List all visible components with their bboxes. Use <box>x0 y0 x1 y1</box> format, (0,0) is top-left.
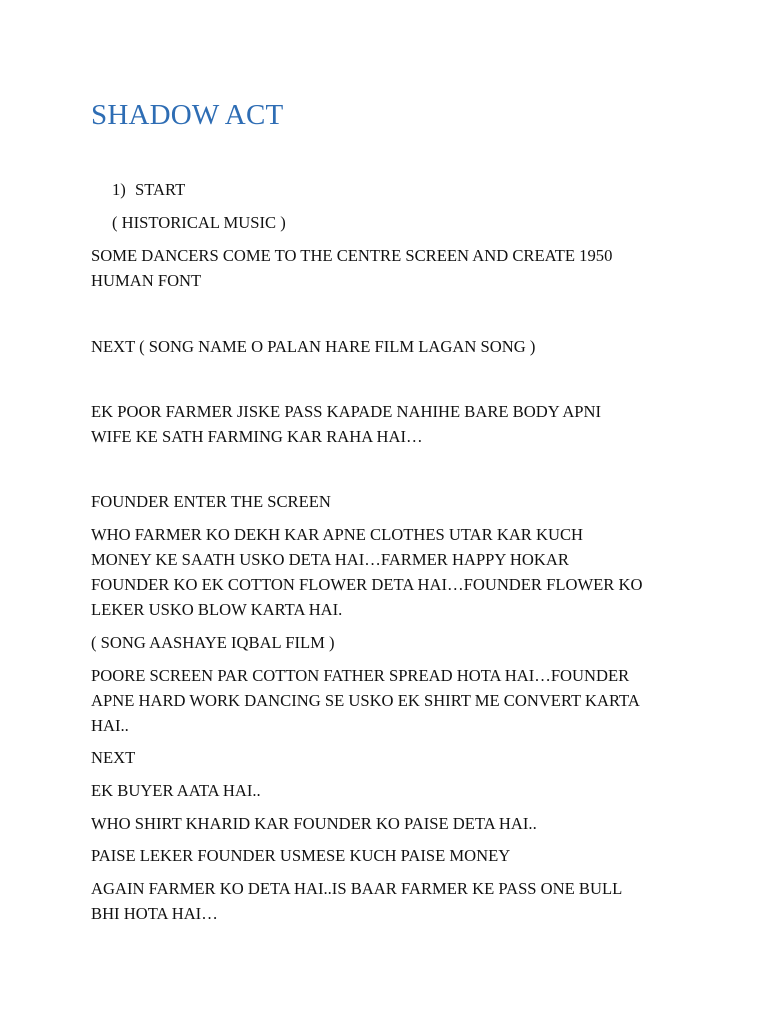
paragraph-shirt-kharid <box>91 811 691 836</box>
paragraph-line: EK BUYER AATA HAI.. <box>91 781 261 800</box>
paragraph-line: MONEY KE SAATH USKO DETA HAI…FARMER HAPPY HOKAR <box>91 550 569 569</box>
paragraph-line: FOUNDER ENTER THE SCREEN <box>91 492 331 511</box>
paragraph-line: NEXT <box>91 748 136 767</box>
paragraph-paise-leker <box>91 843 691 868</box>
list-item-text: START <box>135 180 186 199</box>
paragraph-line: ( HISTORICAL MUSIC ) <box>112 213 286 232</box>
list-item-number: 1) <box>112 180 126 199</box>
paragraph-next-song <box>91 334 691 359</box>
paragraph-line: WHO FARMER KO DEKH KAR APNE CLOTHES UTAR KAR KUCH <box>91 525 584 544</box>
paragraph-cotton-spread <box>91 663 691 738</box>
paragraph-farmer-clothes <box>91 522 691 622</box>
paragraph-line: FOUNDER KO EK COTTON FLOWER DETA HAI…FOUNDER FLOWER KO <box>91 575 643 594</box>
paragraph-line: WHO SHIRT KHARID KAR FOUNDER KO PAISE DETA HAI.. <box>91 814 537 833</box>
paragraph-next <box>91 745 691 770</box>
paragraph-line: PAISE LEKER FOUNDER USMESE KUCH PAISE MONEY <box>91 846 511 865</box>
paragraph-line: AGAIN FARMER KO DETA HAI..IS BAAR FARMER KE PASS ONE BULL <box>91 879 623 898</box>
paragraph-line: LEKER USKO BLOW KARTA HAI. <box>91 600 343 619</box>
paragraph-line: NEXT ( SONG NAME O PALAN HARE FILM LAGAN SONG ) <box>91 337 536 356</box>
paragraph-line: HAI.. <box>91 716 129 735</box>
paragraph-line: HUMAN FONT <box>91 271 202 290</box>
paragraph-line: APNE HARD WORK DANCING SE USKO EK SHIRT ME CONVERT KARTA <box>91 691 640 710</box>
paragraph-line: POORE SCREEN PAR COTTON FATHER SPREAD HOTA HAI…FOUNDER <box>91 666 630 685</box>
paragraph-song-aashaye <box>91 630 691 655</box>
paragraph-founder-enter <box>91 489 691 514</box>
document-title: SHADOW ACT <box>91 99 284 131</box>
paragraph-dancers <box>91 243 691 293</box>
paragraph-line: EK POOR FARMER JISKE PASS KAPADE NAHIHE BARE BODY APNI <box>91 402 602 421</box>
paragraph-line: ( SONG AASHAYE IQBAL FILM ) <box>91 633 335 652</box>
paragraph-poor-farmer <box>91 399 691 449</box>
paragraph-line: BHI HOTA HAI… <box>91 904 218 923</box>
paragraph-buyer <box>91 778 691 803</box>
paragraph-again-farmer <box>91 876 691 926</box>
paragraph-line: SOME DANCERS COME TO THE CENTRE SCREEN AND CREATE 1950 <box>91 246 613 265</box>
paragraph-historical-music <box>112 210 712 235</box>
paragraph-line: WIFE KE SATH FARMING KAR RAHA HAI… <box>91 427 423 446</box>
list-item-start <box>112 177 185 202</box>
